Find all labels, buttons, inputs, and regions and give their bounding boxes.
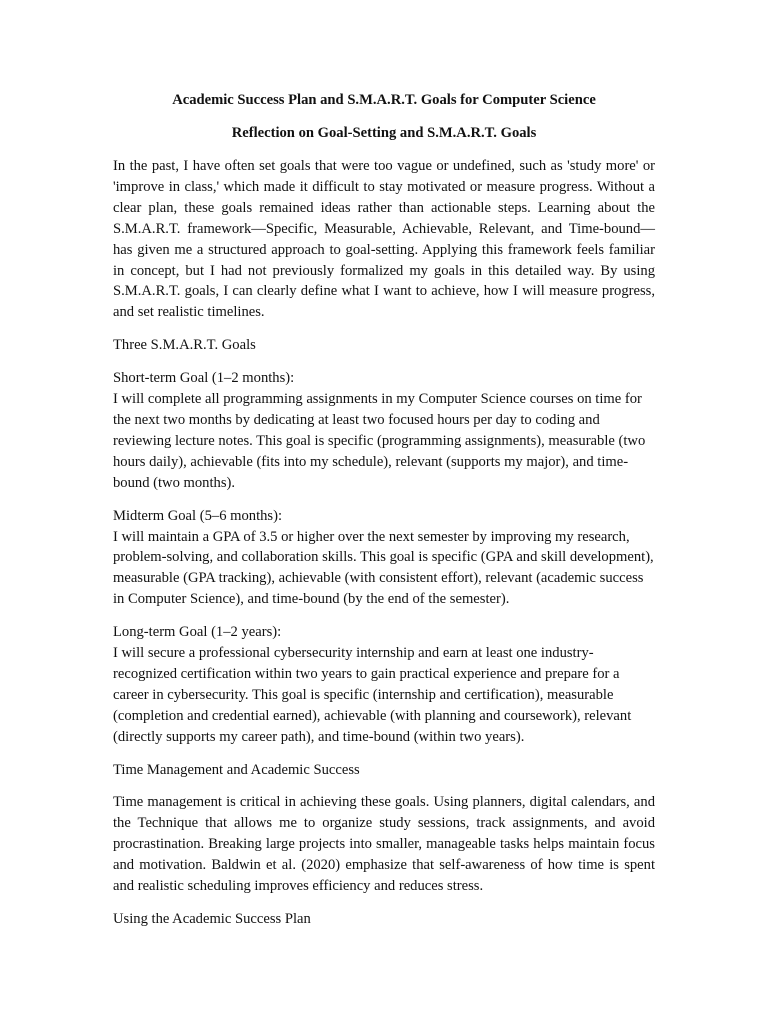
document-title: Academic Success Plan and S.M.A.R.T. Goals for Computer Science (172, 92, 596, 108)
long-term-goal-body: I will secure a professional cybersecurity internship and earn at least one industry-recognized certification within two years to gain practical experience and prepare for a career in cybersecurity. This goal is specific (internship and certification), measurable (completion and credential earned), achievable (with planning and coursework), relevant (directly supports my career path), and time-bound (within two years). (113, 645, 632, 745)
short-term-goal-section (113, 368, 655, 493)
short-term-goal-body: I will complete all programming assignments in my Computer Science courses on time for the next two months by dedicating at least two focused hours per day to coding and reviewing lecture notes. This goal is specific (programming assignments), measurable (two hours daily), achievable (fits into my schedule), relevant (supports my major), and time-bound (two months). (113, 391, 646, 491)
long-term-goal-heading: Long-term Goal (1–2 years): (113, 624, 282, 641)
long-term-goal-section (113, 622, 655, 747)
document-page (113, 90, 655, 942)
intro-paragraph: In the past, I have often set goals that were too vague or undefined, such as 'study more' or 'improve in class,' which made it difficult to stay motivated or measure progress. Without a clear plan, these goals remained ideas rather than actionable steps. Learning about the S.M.A.R.T. framework—Specific, Measurable, Achievable, Relevant, and Time-bound—has given me a structured approach to goal-setting. Applying this framework feels familiar in concept, but I had not previously formalized my goals in this detailed way. By using S.M.A.R.T. goals, I can clearly define what I want to achieve, how I will measure progress, and set realistic timelines. (113, 158, 655, 321)
time-management-heading: Time Management and Academic Success (113, 761, 360, 778)
midterm-goal-section (113, 506, 655, 611)
goals-heading: Three S.M.A.R.T. Goals (113, 337, 256, 354)
midterm-goal-heading: Midterm Goal (5–6 months): (113, 507, 283, 524)
academic-plan-heading: Using the Academic Success Plan (113, 911, 311, 927)
midterm-goal-body: I will maintain a GPA of 3.5 or higher over the next semester by improving my research, problem-solving, and collaboration skills. This goal is specific (GPA and skill development), measurable (GPA tracking), achievable (with consistent effort), relevant (academic success in Computer Science), and time-bound (by the end of the semester). (113, 528, 654, 608)
time-management-paragraph: Time management is critical in achieving these goals. Using planners, digital calendars, and the Technique that allows me to organize study sessions, track assignments, and avoid procrastination. Breaking large projects into smaller, manageable tasks helps maintain focus and motivation. Baldwin et al. (2020) emphasize that self-awareness of how time is spent and realistic scheduling improves efficiency and reduces stress. (113, 794, 655, 895)
document-subtitle: Reflection on Goal-Setting and S.M.A.R.T. Goals (231, 125, 537, 141)
short-term-goal-heading: Short-term Goal (1–2 months): (113, 370, 295, 387)
